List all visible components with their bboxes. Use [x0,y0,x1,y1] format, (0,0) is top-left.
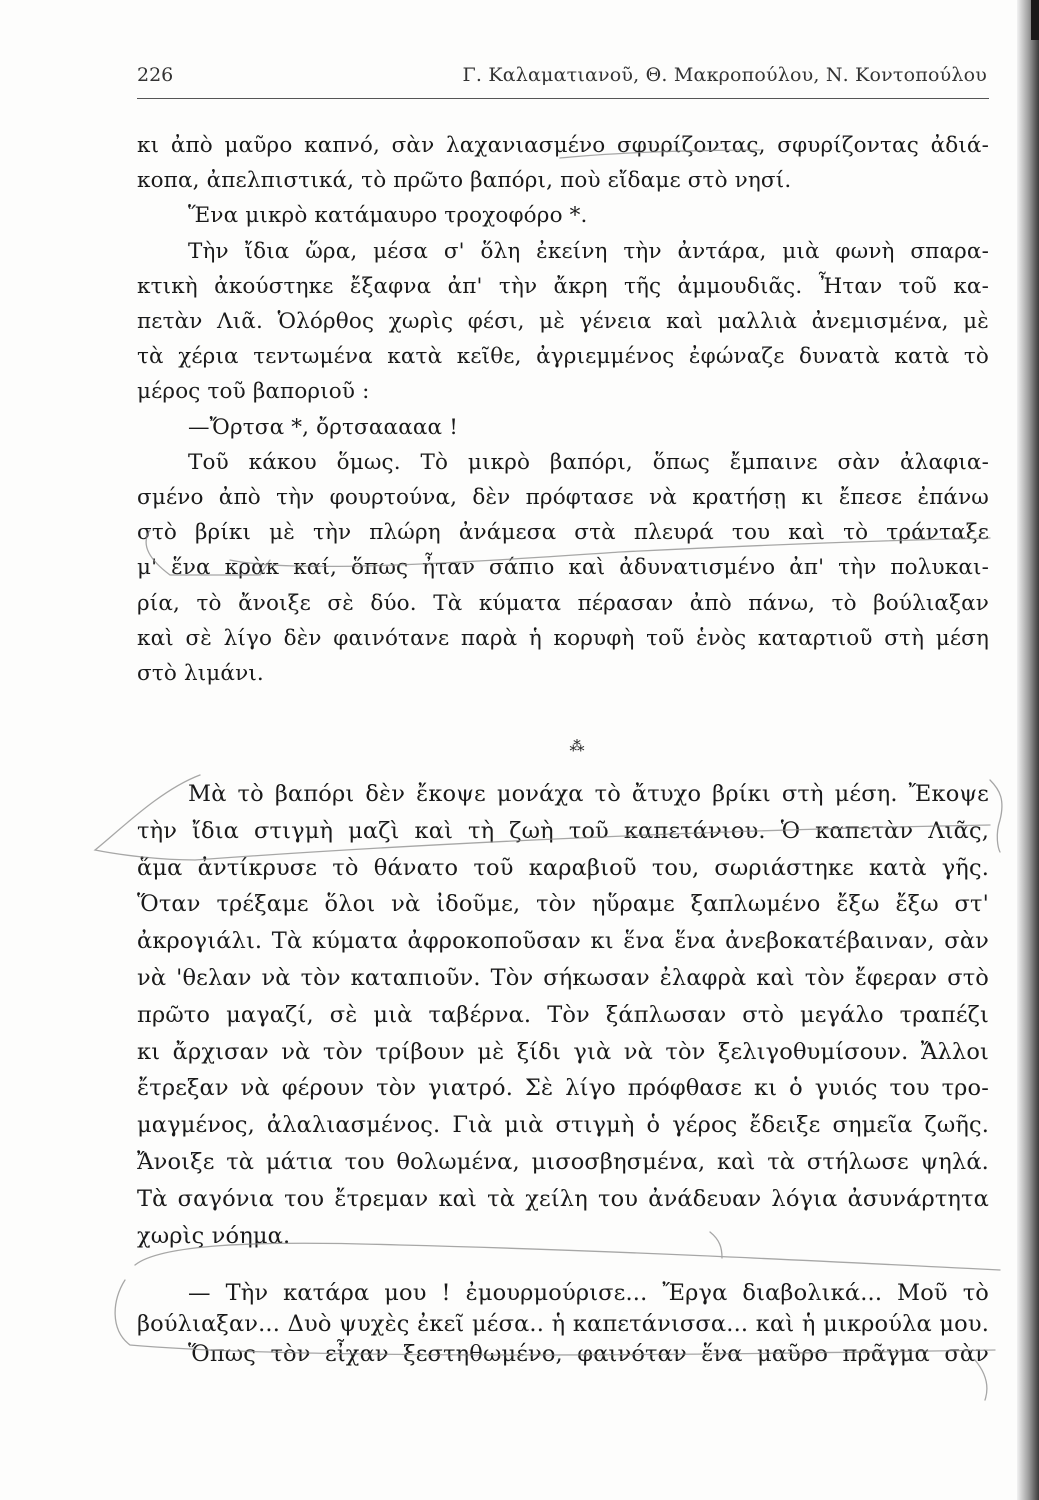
text-line: κτικὴ ἀκούστηκε ἔξαφνα ἀπ' τὴν ἄκρη τῆς ἀμμουδιᾶς. Ἦταν τοῦ κα- [137,273,989,299]
text-line: Τὴν ἴδια ὥρα, μέσα σ' ὅλη ἐκείνη τὴν ἀντάρα, μιὰ φωνὴ σπαρα- [188,238,989,264]
page-number: 226 [137,64,174,86]
text-line: στὸ βρίκι μὲ τὴν πλώρη ἀνάμεσα στὰ πλευρά του καὶ τὸ τράνταξε [137,520,989,546]
text-line: Μὰ τὸ βαπόρι δὲν ἔκοψε μονάχα τὸ ἄτυχο βρίκι στὴ μέση. Ἔκοψε [188,781,989,807]
text-section-1 [137,128,989,691]
text-line: —Ὄρτσα *, ὄρτσααααα ! [188,414,458,440]
text-section-2 [137,776,989,1254]
binding-shadow [1031,0,1039,40]
text-line: κι ἄρχισαν νὰ τὸν τρίβουν μὲ ξίδι γιὰ νὰ τὸν ξελιγοθυμίσουν. Ἄλλοι [137,1038,989,1065]
text-line: πρῶτο μαγαζί, σὲ μιὰ ταβέρνα. Τὸν ξάπλωσαν στὸ μεγάλο τραπέζι [137,1001,989,1028]
text-line: καὶ σὲ λίγο δὲν φαινότανε παρὰ ἡ κορυφὴ τοῦ ἑνὸς καταρτιοῦ στὴ μέση [137,625,989,651]
text-line: πετὰν Λιᾶ. Ὁλόρθος χωρὶς φέσι, μὲ γένεια καὶ μαλλιὰ ἀνεμισμένα, μὲ [137,309,989,335]
text-line: ἅμα ἀντίκρυσε τὸ θάνατο τοῦ καραβιοῦ του, σωριάστηκε κατὰ γῆς. [137,854,989,881]
text-line: — Τὴν κατάρα μου ! ἐμουρμούρισε... Ἔργα διαβολικά... Μοῦ τὸ [188,1280,989,1306]
text-line: Τοῦ κάκου ὅμως. Τὸ μικρὸ βαπόρι, ὅπως ἔμπαινε σὰν ἀλαφια- [188,449,989,475]
text-line: βούλιαξαν... Δυὸ ψυχὲς ἐκεῖ μέσα.. ἡ καπετάνισσα... καὶ ἡ μικρούλα μου. [137,1310,989,1337]
text-line: χωρὶς νόημα. [137,1222,291,1249]
text-line: στὸ λιμάνι. [137,661,264,687]
text-line: κι ἀπὸ μαῦρο καπνό, σὰν λαχανιασμένο σφυρίζοντας, σφυρίζοντας ἀδιά- [137,133,989,158]
header-rule [137,98,989,99]
page-header [137,60,987,96]
text-line: ρία, τὸ ἄνοιξε σὲ δύο. Τὰ κύματα πέρασαν ἀπὸ πάνω, τὸ βούλιαξαν [137,590,989,616]
text-line: τὰ χέρια τεντωμένα κατὰ κεῖθε, ἀγριεμμένος ἐφώναζε δυνατὰ κατὰ τὸ [137,344,989,370]
text-line: Ἕνα μικρὸ κατάμαυρο τροχοφόρο *. [188,203,588,229]
text-line: ἔτρεξαν νὰ φέρουν τὸν γιατρό. Σὲ λίγο πρόφθασε κι ὁ γυιός του τρο- [137,1075,989,1102]
text-section-3 [137,1278,989,1370]
pencil-bracket [990,780,1002,852]
text-line: μαγμένος, ἀλαλιασμένος. Γιὰ μιὰ στιγμὴ ὁ γέρος ἔδειξε σημεῖα ζωῆς. [137,1112,989,1139]
text-line: κοπα, ἀπελπιστικά, τὸ πρῶτο βαπόρι, ποὺ εἴδαμε στὸ νησί. [137,168,792,194]
book-binding-gutter [1017,0,1039,1500]
text-line: μέρος τοῦ βαποριοῦ : [137,379,370,405]
text-line: σμένο ἀπὸ τὴν φουρτούνα, δὲν πρόφτασε νὰ κρατήσῃ κι ἔπεσε ἐπάνω [137,485,989,511]
text-line: μ' ἕνα κρὰκ καί, ὅπως ἦταν σάπιο καὶ ἀδυνατισμένο ἀπ' τὴν πολυκαι- [137,555,989,581]
section-break-asterism: ⁂ [569,737,585,755]
text-line: Τὰ σαγόνια του ἔτρεμαν καὶ τὰ χείλη του ἀνάδευαν λόγια ἀσυνάρτητα [137,1185,989,1212]
text-line: νὰ 'θελαν νὰ τὸν καταπιοῦν. Τὸν σήκωσαν ἐλαφρὰ καὶ τὸν ἔφεραν στὸ [137,964,989,991]
text-line: Ὅπως τὸν εἶχαν ξεστηθωμένο, φαινόταν ἕνα μαῦρο πρᾶγμα σὰν [188,1341,989,1367]
text-line: ἀκρογιάλι. Τὰ κύματα ἀφροκοποῦσαν κι ἕνα ἕνα ἀνεβοκατέβαιναν, σὰν [137,928,989,955]
running-title: Γ. Καλαματιανοῦ, Θ. Μακροπούλου, Ν. Κοντοπούλου [462,64,987,86]
text-line: Ὅταν τρέξαμε ὅλοι νὰ ἰδοῦμε, τὸν ηὕραμε ξαπλωμένο ἔξω ἔξω στ' [137,891,989,918]
text-line: Ἄνοιξε τὰ μάτια του θολωμένα, μισοσβησμένα, καὶ τὰ στήλωσε ψηλά. [137,1148,989,1175]
text-line: τὴν ἴδια στιγμὴ μαζὶ καὶ τὴ ζωὴ τοῦ καπετάνιου. Ὁ καπετὰν Λιᾶς, [137,817,989,844]
